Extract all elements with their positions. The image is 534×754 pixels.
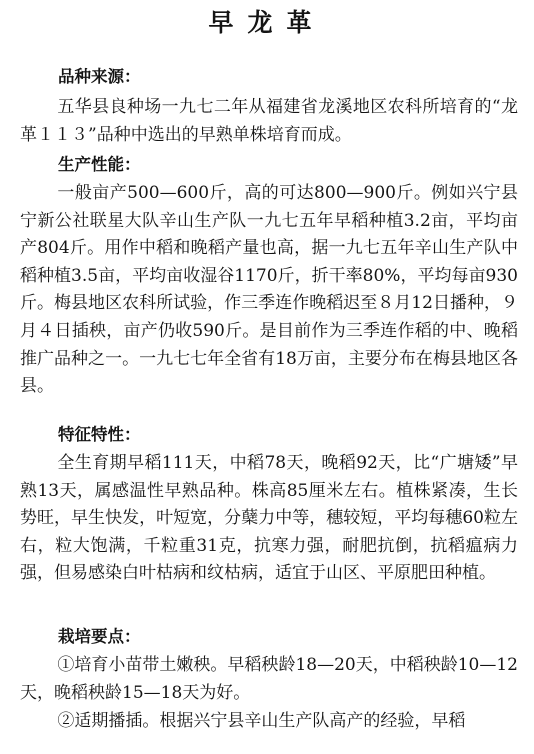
- paragraph-production-performance: 一般亩产500—600斤，高的可达800—900斤。例如兴宁县宁新公社联星大队辛山生产队一九七五年早稻种植3.2亩，平均亩产804斤。用作中稻和晚稻产量也高，据一九七五年辛山生产队中稻种植3.5亩，平均亩收湿谷1170斤，折干率80%，平均每亩930斤。梅县地区农科所试验，作三季连作晚稻迟至８月12日播种，９月４日插秧，亩产仍收590斤。是目前作为三季连作稻的中、晚稻推广品种之一。一九七七年全省有18万亩，主要分布在梅县地区各县。: [20, 183, 518, 397]
- section-heading-production-performance: 生产性能：: [58, 155, 141, 174]
- section-heading-variety-source: 品种来源：: [58, 67, 141, 86]
- paragraph-cultivation-point-1: ①培育小苗带土嫩秧。早稻秧龄18—20天，中稻秧龄10—12天，晚稻秧龄15—18天为好。: [20, 655, 518, 703]
- page-title: 早龙革: [208, 8, 326, 37]
- section-heading-characteristics: 特征特性：: [58, 425, 141, 444]
- section-heading-cultivation-points: 栽培要点：: [58, 627, 141, 646]
- paragraph-cultivation-point-2: ②适期播插。根据兴宁县辛山生产队高产的经验，早稻: [57, 711, 466, 731]
- paragraph-variety-source: 五华县良种场一九七二年从福建省龙溪地区农科所培育的“龙革１１３”品种中选出的早熟单株培育而成。: [20, 97, 518, 145]
- paragraph-characteristics: 全生育期早稻111天，中稻78天，晚稻92天，比“广塘矮”早熟13天，属感温性早熟品种。株高85厘米左右。植株紧凑，生长势旺，早生快发，叶短宽，分蘖力中等，穗较短，平均每穗60粒左右，粒大饱满，千粒重31克，抗寒力强，耐肥抗倒，抗稻瘟病力强，但易感染白叶枯病和纹枯病，适宜于山区、平原肥田种植。: [20, 453, 518, 584]
